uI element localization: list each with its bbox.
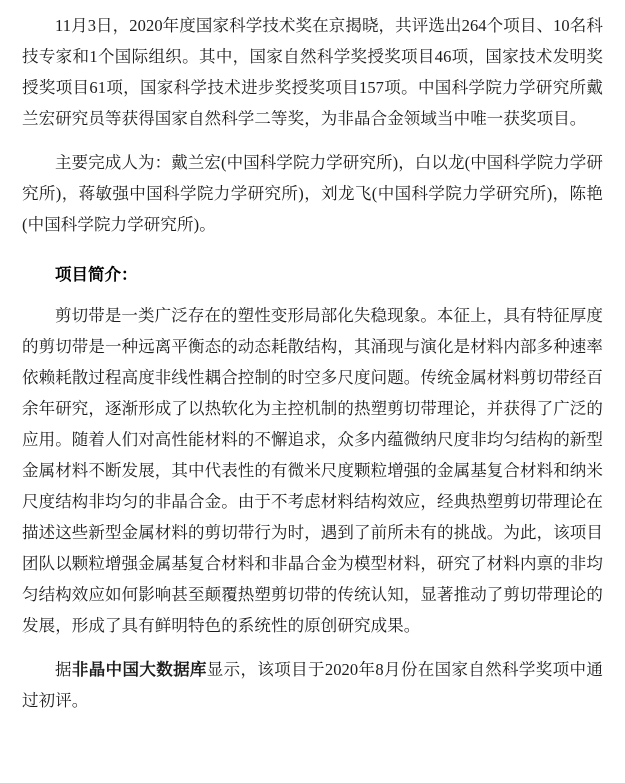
paragraph-award-announcement: 11月3日，2020年度国家科学技术奖在京揭晓，共评选出264个项目、10名科技专家和1个国际组织。其中，国家自然科学奖授奖项目46项，国家技术发明奖授奖项目61项，国家科学技术进步奖授奖项目157项。中国科学院力学研究所戴兰宏研究员等获得国家自然科学二等奖，为非晶合金领域当中唯一获奖项目。 <box>22 16 603 128</box>
section-heading-project-summary: 项目简介： <box>55 265 138 284</box>
paragraph-database-note <box>22 654 603 716</box>
paragraph-project-summary: 剪切带是一类广泛存在的塑性变形局部化失稳现象。本征上，具有特征厚度的剪切带是一种远离平衡态的动态耗散结构，其涌现与演化是材料内部多种速率依赖耗散过程高度非线性耦合控制的时空多尺度问题。传统金属材料剪切带经百余年研究，逐渐形成了以热软化为主控机制的热塑剪切带理论，并获得了广泛的应用。随着人们对高性能材料的不懈追求，众多内蕴微纳尺度非均匀结构的新型金属材料不断发展，其中代表性的有微米尺度颗粒增强的金属基复合材料和纳米尺度结构非均匀的非晶合金。由于不考虑材料结构效应，经典热塑剪切带理论在描述这些新型金属材料的剪切带行为时，遇到了前所未有的挑战。为此，该项目团队以颗粒增强金属基复合材料和非晶合金为模型材料，研究了材料内禀的非均匀结构效应如何影响甚至颠覆热塑剪切带的传统认知，显著推动了剪切带理论的发展，形成了具有鲜明特色的系统性的原创研究成果。 <box>22 306 603 635</box>
paragraph-contributors: 主要完成人为：戴兰宏(中国科学院力学研究所)，白以龙(中国科学院力学研究所)，蒋敏强中国科学院力学研究所)，刘龙飞(中国科学院力学研究所)，陈艳(中国科学院力学研究所)。 <box>22 153 603 234</box>
database-note-suffix: 显示，该项目于2020年8月份在国家自然科学奖项中通过初评。 <box>22 660 603 710</box>
database-name-emphasis: 非晶中国大数据库 <box>71 660 207 679</box>
database-note-prefix: 据 <box>55 660 72 679</box>
